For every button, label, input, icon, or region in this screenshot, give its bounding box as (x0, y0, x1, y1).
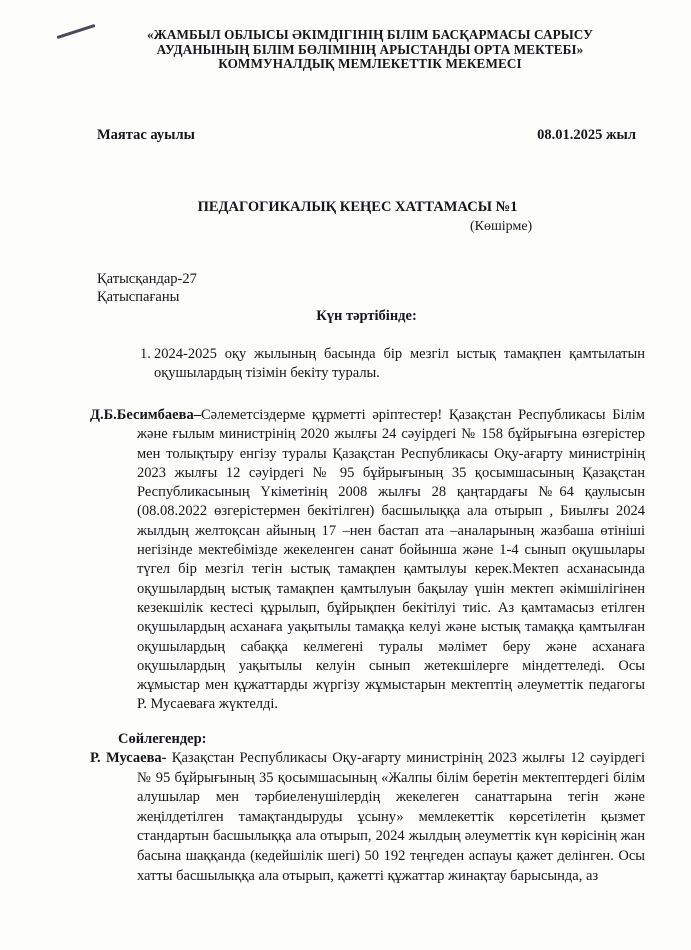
document-title: ПЕДАГОГИКАЛЫҚ КЕҢЕС ХАТТАМАСЫ №1 (197, 199, 518, 215)
speech-text: Қазақстан Республикасы Оқу-ағарту министрінің 2023 жылғы 12 сәуірдегі № 95 бұйрығының 35 қосымшасының «Жалпы білім беретін мектептердегі білім алушылар мен тәрбиеленушілердің жекелеген санаттарына тегін және жеңілдетілген тамақтандыруды ұсыну» мемлекеттік көрсетілетін қызмет стандартын басшылыққа ала отырып, 2024 жылдың әлеуметтік күн көрісінің жан басына шаққанда (кедейшілік шегі) 50 192 теңгеден аспауы қажет делінген. Осы хатты басшылыққа ала отырып, қажетті құжаттар жинақтау барысында, аз (137, 750, 646, 884)
copy-note: (Көшірме) (470, 219, 533, 234)
date: 08.01.2025 жыл (537, 127, 636, 143)
letterhead-line-3: КОММУНАЛДЫҚ МЕМЛЕКЕТТІК МЕКЕМЕСІ (218, 56, 522, 71)
letterhead-line-1: «ЖАМБЫЛ ОБЛЫСЫ ӘКІМДІГІНІҢ БІЛІМ БАСҚАРМАСЫ САРЫСУ (146, 27, 594, 42)
speech-musaeva (90, 749, 645, 886)
speech-text: Сәлеметсіздерме құрметті әріптестер! Қазақстан Республикасы Білім және ғылым министрінің 2020 жылғы 24 сәуірдегі № 158 бұйрығына өзгерістер мен толықтыру енгізу туралы Қазақстан Республикасы Оқу-ағарту министрінің 2023 жылғы 12 сәуірдегі № 95 бұйрығының 35 қосымшасының Қазақстан Республикасының Үкіметінің 2008 жылғы 28 қаңтардағы №64 қаулысын (08.08.2022 өзгерістермен бекітілген) басшылыққа ала отырып , Биылғы 2024 жылдың желтоқсан айының 17 –нен бастап ата –аналарының жазбаша өтініші негізінде мектебімізде жекеленген санат бойынша және 1-4 сынып оқушылары түгел бір мезгіл тегін ыстық тамақпен қамтылуы керек.Мектеп асханасында оқушылардың ыстық тамақпен қамтылуын бақылау үшін мектеп әкімшілігінен кезекшілік кестесі құрылып, бұйрықпен бекітілуі тиіс. Аз қамтамасыз етілген оқушылардың асханаға уақытылы тамаққа келуі және ыстық тамаққа қамтылған оқушылардың сабаққа келмегені туралы мәлімет беру және асханаға оқушылардың уақытылы келуін сынып жетекшілерге міндеттеледі. Осы жұмыстар мен құжаттарды жүргізу жұмыстарын мектептің әлеуметтік педагогы Р. Мусаеваға жүктелді. (137, 407, 645, 713)
agenda-item-number: 1. (140, 346, 151, 362)
agenda-heading: Күн тәртібінде: (316, 308, 417, 324)
pen-mark (57, 24, 96, 39)
agenda-item-text: 2024-2025 оқу жылының басында бір мезгіл ыстық тамақпен қамтылатын оқушылардың тізімін бекіту туралы. (154, 346, 645, 381)
speaker-name: Д.Б.Бесимбаева– (90, 407, 201, 423)
attendance-present: Қатысқандар-27 (97, 271, 197, 287)
speech-besimbaeva (90, 406, 645, 715)
speakers-heading: Сөйлегендер: (118, 731, 207, 747)
letterhead (105, 28, 635, 72)
agenda-list (140, 345, 645, 382)
letterhead-line-2: АУДАНЫНЫҢ БІЛІМ БӨЛІМІНІҢ АРЫСТАНДЫ ОРТА МЕКТЕБІ» (156, 41, 584, 57)
attendance (97, 270, 197, 306)
agenda-item (140, 345, 645, 382)
speaker-name: Р. Мусаева- (90, 750, 167, 766)
attendance-absent: Қатыспағаны (97, 289, 180, 305)
place: Маятас ауылы (97, 127, 195, 143)
